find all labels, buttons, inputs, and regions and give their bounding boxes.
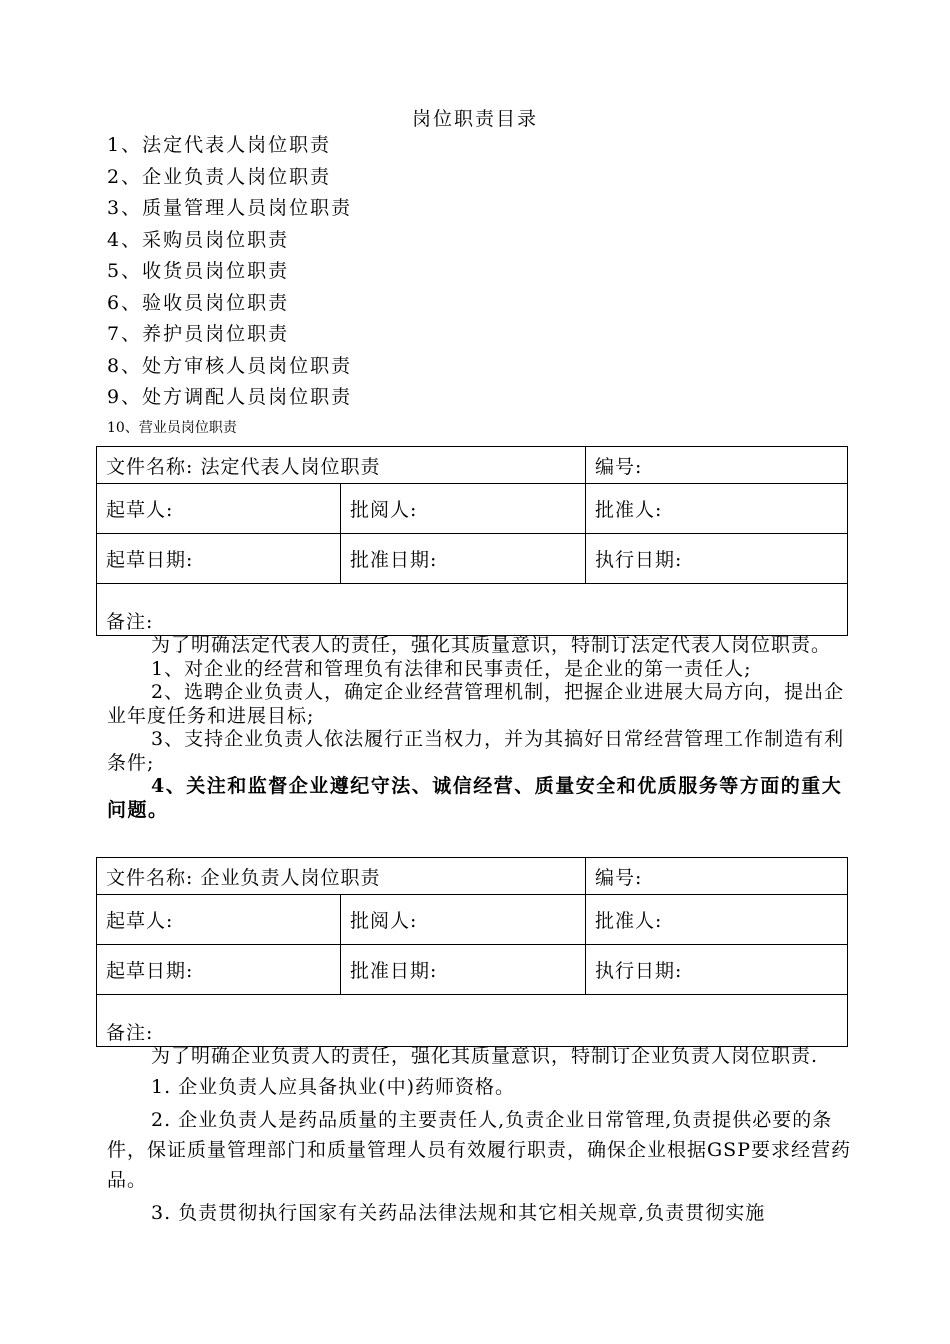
toc-item: 7、养护员岗位职责 bbox=[107, 323, 290, 345]
duty-item: 2. 企业负责人是药品质量的主要责任人,负责企业日常管理,负责提供必要的条件，保证质量管理部门和质量管理人员有效履行职责，确保企业根据GSP要求经营药品。 bbox=[107, 1108, 851, 1191]
drafter-cell: 起草人: bbox=[97, 484, 341, 534]
toc-item: 5、收货员岗位职责 bbox=[107, 260, 290, 282]
document-info-table bbox=[96, 857, 848, 1047]
file-name-cell: 文件名称: 法定代表人岗位职责 bbox=[97, 447, 586, 484]
toc-item: 4、采购员岗位职责 bbox=[107, 228, 290, 251]
reviewer-cell: 批阅人: bbox=[341, 895, 586, 945]
duty-item: 3. 负责贯彻执行国家有关药品法律法规和其它相关规章,负责贯彻实施 bbox=[151, 1201, 766, 1224]
draft-date-cell: 起草日期: bbox=[97, 945, 341, 995]
intro-paragraph: 为了明确企业负责人的责任，强化其质量意识，特制订企业负责人岗位职责. bbox=[151, 1045, 819, 1067]
approver-cell: 批准人: bbox=[586, 484, 848, 534]
approve-date-cell: 批准日期: bbox=[341, 534, 586, 584]
intro-paragraph: 为了明确法定代表人的责任，强化其质量意识，特制订法定代表人岗位职责。 bbox=[151, 634, 832, 656]
remark-cell: 备注: bbox=[97, 995, 848, 1047]
duty-item-bold: 4、关注和监督企业遵纪守法、诚信经营、质量安全和优质服务等方面的重大问题。 bbox=[107, 775, 843, 821]
toc-item: 1、法定代表人岗位职责 bbox=[107, 134, 332, 156]
document-info-table bbox=[96, 446, 848, 636]
section-body bbox=[107, 1045, 855, 1228]
table-of-contents bbox=[107, 130, 352, 440]
duty-item: 1、对企业的经营和管理负有法律和民事责任，是企业的第一责任人; bbox=[151, 657, 752, 680]
section-body bbox=[107, 634, 855, 822]
exec-date-cell: 执行日期: bbox=[586, 945, 848, 995]
number-cell: 编号: bbox=[586, 858, 848, 895]
duty-item: 1. 企业负责人应具备执业(中)药师资格。 bbox=[151, 1075, 515, 1098]
file-name-cell: 文件名称: 企业负责人岗位职责 bbox=[97, 858, 586, 895]
remark-cell: 备注: bbox=[97, 584, 848, 636]
approve-date-cell: 批准日期: bbox=[341, 945, 586, 995]
drafter-cell: 起草人: bbox=[97, 895, 341, 945]
draft-date-cell: 起草日期: bbox=[97, 534, 341, 584]
page-title: 岗位职责目录 bbox=[411, 108, 538, 130]
reviewer-cell: 批阅人: bbox=[341, 484, 586, 534]
exec-date-cell: 执行日期: bbox=[586, 534, 848, 584]
toc-item: 9、处方调配人员岗位职责 bbox=[107, 386, 353, 408]
approver-cell: 批准人: bbox=[586, 895, 848, 945]
duty-item: 3、支持企业负责人依法履行正当权力，并为其搞好日常经营管理工作制造有利条件; bbox=[107, 728, 845, 774]
toc-item: 2、企业负责人岗位职责 bbox=[107, 165, 332, 188]
toc-item: 3、质量管理人员岗位职责 bbox=[107, 197, 353, 219]
number-cell: 编号: bbox=[586, 447, 848, 484]
toc-item: 8、处方审核人员岗位职责 bbox=[107, 354, 353, 377]
duty-item: 2、选聘企业负责人，确定企业经营管理机制，把握企业进展大局方向，提出企业年度任务和进展目标; bbox=[107, 681, 845, 727]
toc-item: 10、营业员岗位职责 bbox=[107, 419, 237, 436]
toc-item: 6、验收员岗位职责 bbox=[107, 291, 290, 314]
